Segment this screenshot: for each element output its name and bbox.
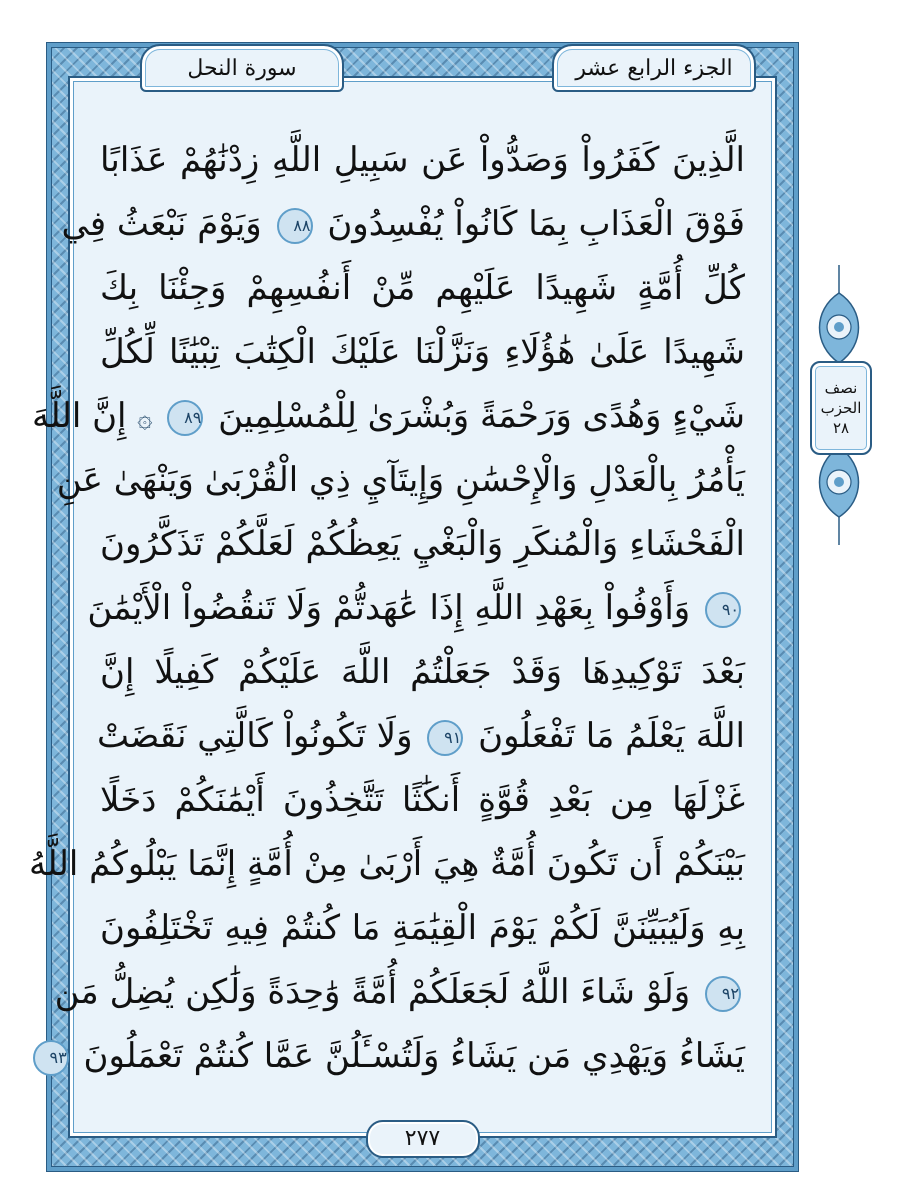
line-text-after: وَيَوْمَ نَبْعَثُ فِي	[61, 204, 262, 244]
hizb-word-text: الحزب	[820, 399, 862, 417]
verse-line	[100, 640, 745, 704]
verse-line	[100, 768, 745, 832]
mushaf-page	[28, 42, 799, 1172]
verse-line	[100, 320, 745, 384]
ornamental-border	[28, 47, 794, 1167]
ayah-number-marker: ٩١	[427, 720, 463, 756]
line-text-after: وَلَا تَكُونُواْ كَالَّتِي نَقَضَتْ	[96, 716, 413, 756]
line-text: الْفَحْشَاءِ وَالْمُنكَرِ وَالْبَغْيِ يَعِظُكُمْ لَعَلَّكُمْ تَذَكَّرُونَ	[100, 524, 745, 564]
line-text: الَّذِينَ كَفَرُواْ وَصَدُّواْ عَن سَبِيلِ اللَّهِ زِدْنَٰهُمْ عَذَابًا	[100, 140, 745, 180]
verse-line	[49, 1024, 745, 1088]
surah-header	[140, 44, 344, 92]
juz-title: الجزء الرابع عشر	[575, 55, 733, 81]
line-text: يَشَاءُ وَيَهْدِي مَن يَشَاءُ وَلَتُسْـَٔلُنَّ عَمَّا كُنتُمْ تَعْمَلُونَ	[83, 1036, 745, 1076]
verse-line	[87, 576, 745, 640]
line-text: كُلِّ أُمَّةٍ شَهِيدًا عَلَيْهِم مِّنْ أَنفُسِهِمْ وَجِئْنَا بِكَ	[100, 268, 745, 308]
ayah-number-marker: ٩٣	[33, 1040, 69, 1076]
hizb-label	[810, 361, 872, 455]
verse-line	[100, 512, 745, 576]
hizb-half-text: نصف	[824, 379, 858, 397]
verse-line	[96, 704, 745, 768]
line-text: شَهِيدًا عَلَىٰ هَٰؤُلَاءِ وَنَزَّلْنَا عَلَيْكَ الْكِتَٰبَ تِبْيَٰنًا لِّكُلِّ	[100, 332, 745, 372]
line-text: بَعْدَ تَوْكِيدِهَا وَقَدْ جَعَلْتُمُ اللَّهَ عَلَيْكُمْ كَفِيلًا إِنَّ	[100, 652, 745, 692]
hizb-marker	[803, 265, 875, 545]
verse-line	[56, 448, 745, 512]
verse-line	[61, 192, 745, 256]
line-text: بِهِ وَلَيُبَيِّنَنَّ لَكُمْ يَوْمَ الْقِيَٰمَةِ مَا كُنتُمْ فِيهِ تَخْتَلِفُونَ	[100, 908, 745, 948]
juz-header	[552, 44, 756, 92]
verse-line	[100, 128, 745, 192]
ayah-number-marker: ٨٨	[277, 208, 313, 244]
ayah-number-marker: ٩٢	[705, 976, 741, 1012]
surah-title: سورة النحل	[187, 55, 297, 81]
line-text-after: إِنَّ اللَّهَ	[31, 396, 127, 436]
verse-lines	[28, 128, 745, 1076]
line-text-after: وَلَوْ شَاءَ اللَّهُ لَجَعَلَكُمْ أُمَّةً وَٰحِدَةً وَلَٰكِن يُضِلُّ مَن	[54, 972, 691, 1012]
line-text: بَيْنَكُمْ أَن تَكُونَ أُمَّةٌ هِيَ أَرْبَىٰ مِنْ أُمَّةٍ إِنَّمَا يَبْلُوكُمُ اللَّهُ	[28, 844, 745, 884]
line-text-after: وَأَوْفُواْ بِعَهْدِ اللَّهِ إِذَا عَٰهَدتُّمْ وَلَا تَنقُضُواْ الْأَيْمَٰنَ	[87, 588, 691, 628]
verse-line	[31, 384, 745, 448]
page-number: ٢٧٧	[366, 1120, 480, 1158]
verse-line	[54, 960, 745, 1024]
verse-line	[28, 832, 745, 896]
rub-el-hizb-icon: ۞	[137, 404, 153, 434]
text-frame	[28, 55, 777, 1151]
verse-line	[100, 896, 745, 960]
ayah-number-marker: ٨٩	[167, 400, 203, 436]
hizb-number-text: ٢٨	[832, 419, 850, 437]
line-text: فَوْقَ الْعَذَابِ بِمَا كَانُواْ يُفْسِدُونَ	[327, 204, 745, 244]
line-text: اللَّهَ يَعْلَمُ مَا تَفْعَلُونَ	[478, 716, 745, 756]
ayah-number-marker: ٩٠	[705, 592, 741, 628]
line-text: شَيْءٍ وَهُدًى وَرَحْمَةً وَبُشْرَىٰ لِلْمُسْلِمِينَ	[218, 396, 745, 436]
verse-line	[100, 256, 745, 320]
line-text: غَزْلَهَا مِن بَعْدِ قُوَّةٍ أَنكَٰثًا تَتَّخِذُونَ أَيْمَٰنَكُمْ دَخَلًا	[100, 780, 745, 820]
line-text: يَأْمُرُ بِالْعَدْلِ وَالْإِحْسَٰنِ وَإِيتَآيِ ذِي الْقُرْبَىٰ وَيَنْهَىٰ عَنِ	[56, 460, 745, 500]
